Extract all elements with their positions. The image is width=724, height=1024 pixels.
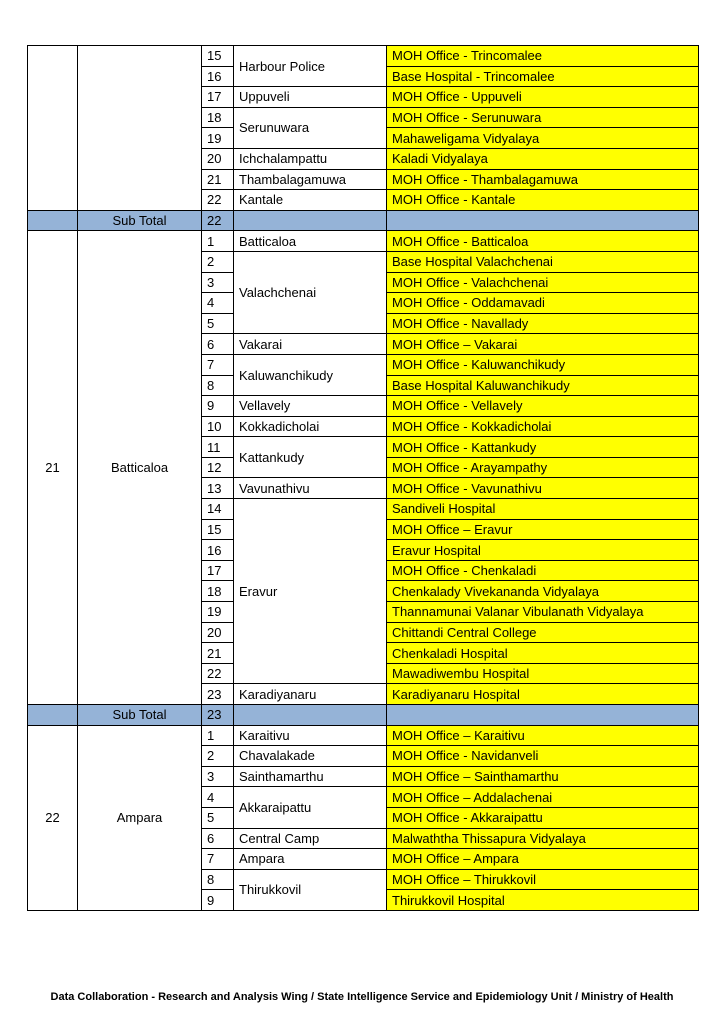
vaccination-centre: MOH Office - Kaluwanchikudy	[387, 354, 699, 375]
vaccination-centre: MOH Office - Vellavely	[387, 396, 699, 417]
subtotal-blank	[387, 210, 699, 231]
row-index: 22	[202, 663, 234, 684]
row-index: 9	[202, 396, 234, 417]
vaccination-centre: MOH Office - Serunuwara	[387, 107, 699, 128]
vaccination-centre: Base Hospital Valachchenai	[387, 251, 699, 272]
row-index: 21	[202, 643, 234, 664]
vaccination-centre: MOH Office - Batticaloa	[387, 231, 699, 252]
row-index: 5	[202, 313, 234, 334]
table-row	[28, 725, 699, 746]
moh-area: Uppuveli	[234, 87, 387, 108]
moh-area: Vellavely	[234, 396, 387, 417]
row-index: 16	[202, 66, 234, 87]
district-name	[78, 46, 202, 211]
vaccination-centre: MOH Office – Ampara	[387, 849, 699, 870]
moh-area: Vakarai	[234, 334, 387, 355]
vaccination-centre: MOH Office - Navallady	[387, 313, 699, 334]
vaccination-centre: Karadiyanaru Hospital	[387, 684, 699, 705]
vaccination-centre: Mawadiwembu Hospital	[387, 663, 699, 684]
moh-area: Karadiyanaru	[234, 684, 387, 705]
vaccination-centre: Kaladi Vidyalaya	[387, 148, 699, 169]
subtotal-blank	[28, 210, 78, 231]
vaccination-centres-table	[27, 45, 699, 911]
row-index: 20	[202, 148, 234, 169]
subtotal-blank	[387, 705, 699, 726]
vaccination-centre: MOH Office - Kokkadicholai	[387, 416, 699, 437]
moh-area: Central Camp	[234, 828, 387, 849]
district-name: Batticaloa	[78, 231, 202, 705]
row-index: 19	[202, 128, 234, 149]
row-index: 7	[202, 849, 234, 870]
row-index: 1	[202, 725, 234, 746]
row-index: 3	[202, 766, 234, 787]
row-index: 8	[202, 869, 234, 890]
footer-credit: Data Collaboration - Research and Analysis Wing / State Intelligence Service and Epidemiology Unit / Ministry of Health	[50, 991, 674, 1003]
vaccination-centre: MOH Office - Akkaraipattu	[387, 807, 699, 828]
district-number	[28, 46, 78, 211]
vaccination-centre: MOH Office – Addalachenai	[387, 787, 699, 808]
vaccination-centre: MOH Office - Oddamavadi	[387, 293, 699, 314]
vaccination-centre: Base Hospital - Trincomalee	[387, 66, 699, 87]
vaccination-centre: MOH Office – Karaitivu	[387, 725, 699, 746]
moh-area: Thirukkovil	[234, 869, 387, 910]
district-number: 21	[28, 231, 78, 705]
vaccination-centre: Mahaweligama Vidyalaya	[387, 128, 699, 149]
vaccination-centre: MOH Office – Vakarai	[387, 334, 699, 355]
vaccination-centre: Base Hospital Kaluwanchikudy	[387, 375, 699, 396]
row-index: 9	[202, 890, 234, 911]
subtotal-row	[28, 705, 699, 726]
moh-area: Kantale	[234, 190, 387, 211]
vaccination-centre: MOH Office - Vavunathivu	[387, 478, 699, 499]
row-index: 23	[202, 684, 234, 705]
vaccination-centre: MOH Office - Kattankudy	[387, 437, 699, 458]
vaccination-centre: MOH Office - Kantale	[387, 190, 699, 211]
moh-area: Ampara	[234, 849, 387, 870]
vaccination-centre: Chittandi Central College	[387, 622, 699, 643]
moh-area: Chavalakade	[234, 746, 387, 767]
row-index: 4	[202, 787, 234, 808]
subtotal-value: 23	[202, 705, 234, 726]
moh-area: Akkaraipattu	[234, 787, 387, 828]
vaccination-centre: MOH Office – Sainthamarthu	[387, 766, 699, 787]
moh-area: Serunuwara	[234, 107, 387, 148]
row-index: 17	[202, 560, 234, 581]
row-index: 6	[202, 334, 234, 355]
subtotal-row	[28, 210, 699, 231]
subtotal-blank	[28, 705, 78, 726]
vaccination-centre: Chenkalady Vivekananda Vidyalaya	[387, 581, 699, 602]
moh-area: Sainthamarthu	[234, 766, 387, 787]
subtotal-label: Sub Total	[78, 705, 202, 726]
row-index: 2	[202, 251, 234, 272]
row-index: 18	[202, 581, 234, 602]
vaccination-centre: MOH Office - Trincomalee	[387, 46, 699, 67]
vaccination-centre: Thirukkovil Hospital	[387, 890, 699, 911]
moh-area: Kattankudy	[234, 437, 387, 478]
vaccination-centre: Sandiveli Hospital	[387, 499, 699, 520]
vaccination-centre: MOH Office – Thirukkovil	[387, 869, 699, 890]
row-index: 2	[202, 746, 234, 767]
moh-area: Eravur	[234, 499, 387, 684]
row-index: 18	[202, 107, 234, 128]
vaccination-centre: MOH Office - Thambalagamuwa	[387, 169, 699, 190]
row-index: 20	[202, 622, 234, 643]
vaccination-centre: Thannamunai Valanar Vibulanath Vidyalaya	[387, 602, 699, 623]
row-index: 22	[202, 190, 234, 211]
row-index: 5	[202, 807, 234, 828]
subtotal-label: Sub Total	[78, 210, 202, 231]
subtotal-blank	[234, 705, 387, 726]
vaccination-centre: MOH Office - Uppuveli	[387, 87, 699, 108]
vaccination-centre: Chenkaladi Hospital	[387, 643, 699, 664]
row-index: 17	[202, 87, 234, 108]
moh-area: Vavunathivu	[234, 478, 387, 499]
row-index: 10	[202, 416, 234, 437]
row-index: 6	[202, 828, 234, 849]
vaccination-centre: MOH Office - Chenkaladi	[387, 560, 699, 581]
row-index: 12	[202, 457, 234, 478]
table-row	[28, 46, 699, 67]
district-name: Ampara	[78, 725, 202, 910]
vaccination-centre: Eravur Hospital	[387, 540, 699, 561]
subtotal-blank	[234, 210, 387, 231]
vaccination-centre: MOH Office - Arayampathy	[387, 457, 699, 478]
moh-area: Valachchenai	[234, 251, 387, 333]
district-number: 22	[28, 725, 78, 910]
moh-area: Harbour Police	[234, 46, 387, 87]
row-index: 8	[202, 375, 234, 396]
row-index: 1	[202, 231, 234, 252]
row-index: 16	[202, 540, 234, 561]
vaccination-centre: MOH Office - Navidanveli	[387, 746, 699, 767]
row-index: 4	[202, 293, 234, 314]
moh-area: Kokkadicholai	[234, 416, 387, 437]
moh-area: Kaluwanchikudy	[234, 354, 387, 395]
row-index: 15	[202, 46, 234, 67]
row-index: 15	[202, 519, 234, 540]
subtotal-value: 22	[202, 210, 234, 231]
row-index: 11	[202, 437, 234, 458]
moh-area: Batticaloa	[234, 231, 387, 252]
vaccination-centre: Malwaththa Thissapura Vidyalaya	[387, 828, 699, 849]
row-index: 19	[202, 602, 234, 623]
moh-area: Ichchalampattu	[234, 148, 387, 169]
row-index: 13	[202, 478, 234, 499]
row-index: 21	[202, 169, 234, 190]
table-row	[28, 231, 699, 252]
moh-area: Karaitivu	[234, 725, 387, 746]
row-index: 14	[202, 499, 234, 520]
row-index: 7	[202, 354, 234, 375]
row-index: 3	[202, 272, 234, 293]
vaccination-centre: MOH Office – Eravur	[387, 519, 699, 540]
vaccination-centre: MOH Office - Valachchenai	[387, 272, 699, 293]
moh-area: Thambalagamuwa	[234, 169, 387, 190]
